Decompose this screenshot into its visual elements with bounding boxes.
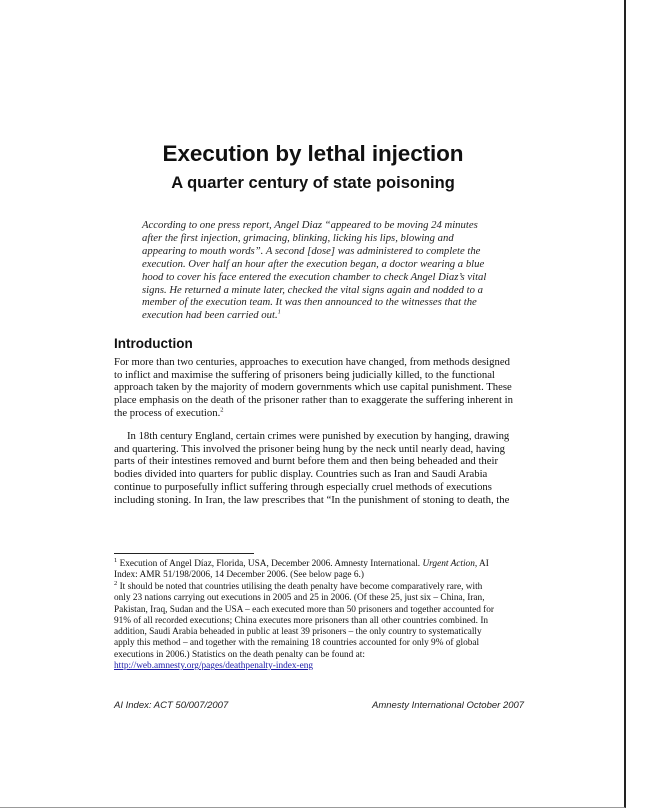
footnote-line [114,556,519,570]
footnote-line [114,579,519,593]
paragraph-line: to inflict and maximise the suffering of prisoners being judicially killed, to the functional [114,368,495,381]
quote-line: after the first injection, grimacing, blinking, licking his lips, blowing and [142,231,454,244]
footnote-line: only 23 nations carrying out executions in 2005 and 25 in 2006. (Of these 25, just six – China, Iran, [114,593,485,604]
paragraph-line: continue to purposefully inflict suffering through especially cruel methods of executions [114,480,492,493]
paragraph-line: and quartering. This involved the prisoner being hung by the neck until nearly dead, having [114,442,505,455]
footer-publisher-date: Amnesty International October 2007 [372,700,525,711]
document-subtitle: A quarter century of state poisoning [171,174,455,192]
footnote-link-line [114,661,519,672]
section-heading-introduction: Introduction [114,336,193,351]
footnote-text: Execution of Angel Díaz, Florida, USA, December 2006. Amnesty International. [117,559,423,569]
footnote-line: apply this method – and together with the remaining 18 countries accounted for only 9% of global [114,638,480,649]
page-margin [628,0,672,810]
quote-line: According to one press report, Angel Diaz “appeared to be moving 24 minutes [142,219,478,231]
quote-line: execution. Over half an hour after the execution began, a doctor wearing a blue [142,257,485,270]
quote-line-text: execution had been carried out. [142,309,278,322]
quote-line: member of the execution team. It was then announced to the witnesses that the [142,296,477,309]
footnote-text: It should be noted that countries utilising the death penalty have become comparatively rare, with [117,582,483,592]
footnote-separator [114,553,254,554]
footnote-1 [114,556,519,582]
paragraph-line: including stoning. In Iran, the law prescribes that “In the punishment of stoning to death, the [114,493,510,506]
quote-line: appearing to mouth words”. A second [dose] was administered to complete the [142,244,481,257]
quote-line: signs. He returned a minute later, checked the vital signs again and nodded to a [142,283,483,296]
opening-quote [142,219,514,322]
paragraph-line: parts of their intestines removed and burnt before them and then being beheaded and their [114,455,499,468]
footnote-line: Pakistan, Iraq, Sudan and the USA – each executed more than 50 prisoners and together accounted for [114,604,495,615]
paragraph-line: For more than two centuries, approaches to execution have changed, from methods designed [114,356,510,368]
paragraph-line: bodies divided into quarters for public display. Countries such as Iran and Saudi Arabia [114,468,488,481]
footnote-line: addition, Saudi Arabia beheaded in public at least 39 prisoners – the only country to systematically [114,627,482,638]
amnesty-statistics-link[interactable]: http://web.amnesty.org/pages/deathpenalty-index-eng [114,661,314,672]
paragraph-2 [114,430,514,506]
quote-line-last [142,309,514,322]
paragraph-line: place emphasis on the death of the prisoner rather than to exaggerate the suffering inherent in [114,394,513,407]
footnote-line: executions in 2006.) Statistics on the death penalty can be found at: [114,649,365,660]
paragraph-line: approach taken by the majority of modern governments which use capital punishment. These [114,381,512,394]
paragraph-1 [114,356,514,420]
footnote-number: 1 [114,556,118,564]
footnote-line: Index: AMR 51/198/2006, 14 December 2006. (See below page 6.) [114,570,364,581]
footnote-ref-1[interactable]: 1 [277,308,281,316]
paragraph-line: In 18th century England, certain crimes were punished by execution by hanging, drawing [127,430,510,442]
footnote-number: 2 [114,579,118,587]
paragraph-line-text: the process of execution. [114,406,221,419]
footer-ai-index: AI Index: ACT 50/007/2007 [114,700,229,711]
footnote-ref-2[interactable]: 2 [220,406,224,414]
footnote-2 [114,579,519,672]
paragraph-line-last [114,407,514,420]
footnote-italic-text: Urgent Action [422,559,475,569]
quote-line: hood to cover his face entered the execution chamber to check Angel Diaz’s vital [142,270,487,283]
footnote-text: , AI [474,559,489,569]
footnote-line: 91% of all recorded executions; China executes more prisoners than all other countries combined. In [114,615,489,626]
document-title: Execution by lethal injection [162,141,464,166]
